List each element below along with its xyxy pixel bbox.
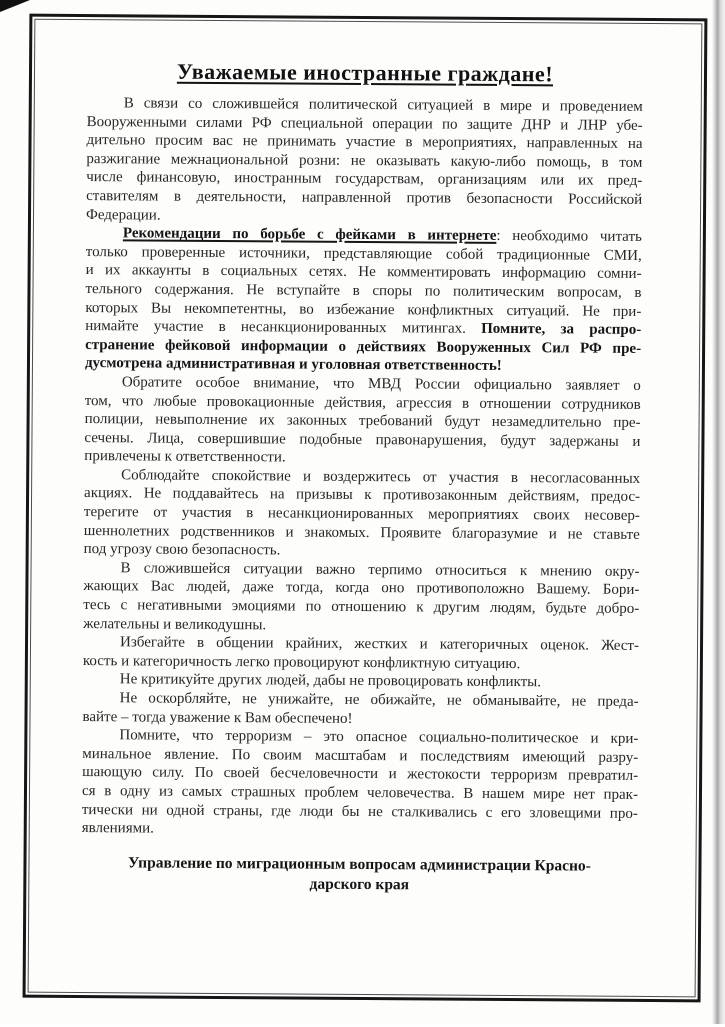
body-text: шающую силу. По своей бесчеловечности и жестокости терроризм превратил- xyxy=(82,764,639,785)
body-text: дительно просим вас не принимать участие в мероприятиях, направленных на xyxy=(86,132,643,153)
text-line xyxy=(82,819,638,841)
body-text: Не оскорбляйте, не унижайте, не обижайте, не обманывайте, не преда- xyxy=(119,690,639,710)
body-text: : необходимо читать xyxy=(496,228,642,246)
body-text: Избегайте в общении крайних, жестких и категоричных оценок. Жест- xyxy=(119,634,640,655)
footer-line-2: дарского края xyxy=(309,875,410,894)
text-line xyxy=(86,187,642,209)
body-text: разжигание межнациональной розни: не оказывать какую-либо помощь, в том xyxy=(86,150,643,171)
body-text: акциях. Не поддавайтесь на призывы к противозаконным действиям, предос- xyxy=(84,485,641,506)
body-text: нимайте участие в несанкционированных митингах. xyxy=(85,318,482,337)
document-title: Уважаемые иностранные граждане! xyxy=(176,58,554,87)
body-text: сечены. Лица, совершившие подобные правонарушения, будут задержаны и xyxy=(84,429,641,450)
emphasis-text: странение фейковой информации о действиях Вооруженных Сил РФ пре- xyxy=(85,336,642,357)
body-text: явлениями. xyxy=(81,820,154,837)
emphasis-text: Помните, за распро- xyxy=(481,320,642,339)
body-text: ся в одну из самых страшных проблем человечества. В нашем мире нет прак- xyxy=(81,783,639,803)
body-text: жающих Вас людей, даже тогда, когда оно противоположно Вашему. Бори- xyxy=(83,578,640,599)
body-text: Обратите особое внимание, что МВД России официально заявляет о xyxy=(121,374,641,394)
footer-line-1: Управление по миграционным вопросам администрации Красно- xyxy=(128,854,591,875)
body-text: Вооруженными силами РФ специальной операции по защите ДНР и ЛНР убе- xyxy=(86,113,643,134)
body-text: желательны и великодушны. xyxy=(83,615,267,633)
body-text: Соблюдайте спокойствие и воздержитесь от участия в несогласованных xyxy=(121,467,641,487)
document-content xyxy=(81,56,643,897)
document-body xyxy=(82,94,643,842)
body-text: и их аккаунты в социальных сетях. Не комментировать информацию сомни- xyxy=(85,262,642,283)
body-text: полиции, невыполнение их законных требований будут незамедлительно пре- xyxy=(84,411,641,432)
emphasis-text: дусмотрена административная и уголовная ответственность! xyxy=(84,355,502,375)
body-text: кость и категоричность легко провоцируют конфликтную ситуацию. xyxy=(82,652,521,672)
body-text: минальное явление. По своим масштабам и последствиям имеющий разру- xyxy=(82,745,639,766)
scan-paper-edge-shadow xyxy=(712,0,725,1024)
body-text: Федерации. xyxy=(85,206,161,224)
body-text: шеннолетних родственников и знакомых. Проявите благоразумие и не ставьте xyxy=(83,522,640,543)
body-text: В сложившейся ситуации важно терпимо относиться к мнению окру- xyxy=(120,560,640,580)
body-text: Не критикуйте других людей, дабы не провоцировать конфликты. xyxy=(119,671,542,691)
body-text: ставителям в деятельности, направленной против безопасности Российской xyxy=(86,188,643,208)
body-text: терегите от участия в несанкционированных мероприятиях своих несовер- xyxy=(83,504,640,524)
body-text: тельного содержания. Не вступайте в споры по политическим вопросам, в xyxy=(85,280,642,301)
emphasis-text: Рекомендации по борьбе с фейками в интернете xyxy=(122,225,497,245)
body-text: тически ни одной страны, где люди бы не сталкивались с его зловещими про- xyxy=(81,801,638,822)
body-text: В связи со сложившейся политической ситуацией в мире и проведением xyxy=(123,95,643,115)
body-text: которых Вы некомпетентны, во избежание конфликтных ситуаций. Не при- xyxy=(85,299,642,320)
body-text: Помните, что терроризм – это опасное социально-политическое и кри- xyxy=(119,727,639,748)
body-text: числе финансовую, иностранным государствам, организациям или их пред- xyxy=(86,169,643,190)
body-text: только проверенные источники, представляющие собой традиционные СМИ, xyxy=(85,243,642,264)
body-text: привлечены к ответственности. xyxy=(84,448,286,466)
body-text: вайте – тогда уважение к Вам обеспечено! xyxy=(82,708,353,727)
body-text: тесь с негативными эмоциями по отношению к другим людям, будьте добро- xyxy=(83,597,640,617)
body-text: том, что любые провокационные действия, агрессия в отношении сотрудников xyxy=(84,392,641,413)
document-footer xyxy=(81,853,637,897)
body-text: под угрозу свою безопасность. xyxy=(83,541,281,559)
